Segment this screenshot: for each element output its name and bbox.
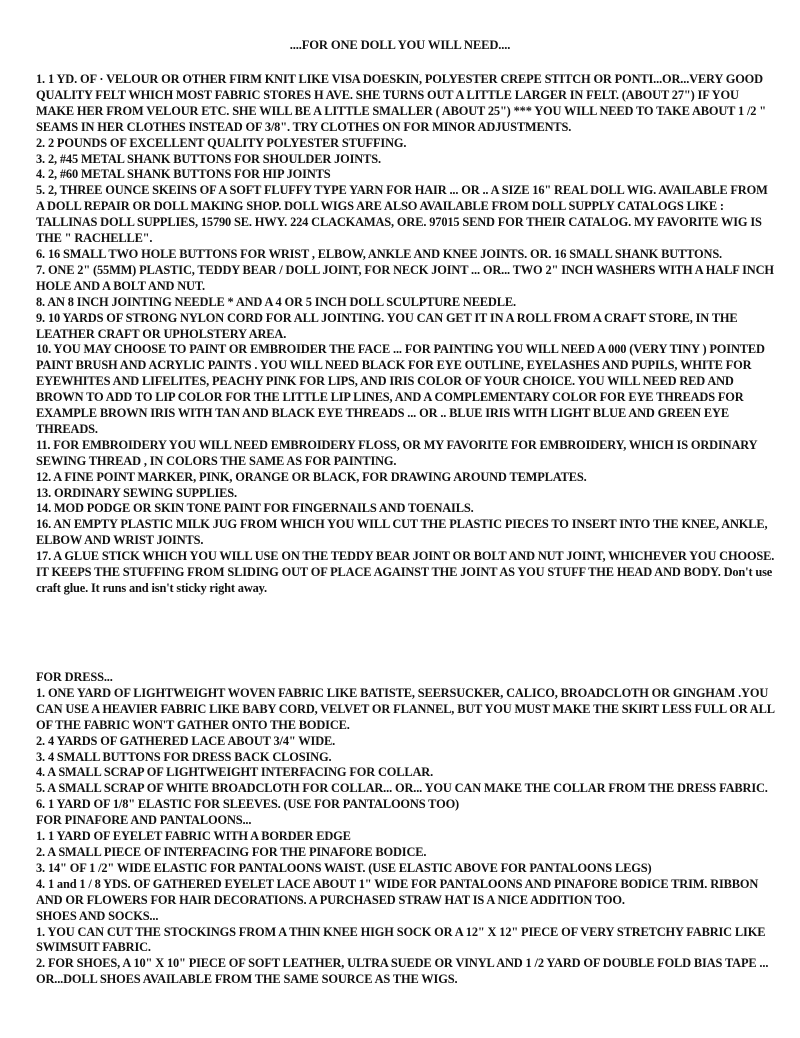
list-item: 2. 2 POUNDS OF EXCELLENT QUALITY POLYESTER STUFFING. (36, 135, 407, 150)
list-item: 7. ONE 2" (55MM) PLASTIC, TEDDY BEAR / DOLL JOINT, FOR NECK JOINT ... OR... TWO 2" INCH WASHERS WITH A HALF INCH HOLE AND A BOLT AND NUT. (36, 262, 774, 293)
list-item: 13. ORDINARY SEWING SUPPLIES. (36, 485, 237, 500)
list-item: 2. 4 YARDS OF GATHERED LACE ABOUT 3/4" WIDE. (36, 733, 336, 748)
section-heading-pinafore: FOR PINAFORE AND PANTALOONS... (36, 813, 252, 828)
list-item: 3. 4 SMALL BUTTONS FOR DRESS BACK CLOSING. (36, 749, 332, 764)
list-item: 3. 14" OF 1 /2" WIDE ELASTIC FOR PANTALOONS WAIST. (USE ELASTIC ABOVE FOR PANTALOONS LEGS) (36, 860, 652, 875)
list-item: 8. AN 8 INCH JOINTING NEEDLE * AND A 4 OR 5 INCH DOLL SCULPTURE NEEDLE. (36, 294, 516, 309)
list-item: 4. 1 and 1 / 8 YDS. OF GATHERED EYELET LACE ABOUT 1" WIDE FOR PANTALOONS AND PINAFORE BODICE TRIM. RIBBON AND OR FLOWERS FOR HAIR DECORATIONS. A PURCHASED STRAW HAT IS A NICE ADDITION TOO. (36, 876, 759, 907)
list-item: 1. 1 YARD OF EYELET FABRIC WITH A BORDER EDGE (36, 829, 351, 844)
list-item: 2. FOR SHOES, A 10" X 10" PIECE OF SOFT LEATHER, ULTRA SUEDE OR VINYL AND 1 /2 YARD OF DOUBLE FOLD BIAS TAPE ... OR...DOLL SHOES AVAILABLE FROM THE SAME SOURCE AS THE WIGS. (36, 956, 769, 987)
list-item: 1. ONE YARD OF LIGHTWEIGHT WOVEN FABRIC LIKE BATISTE, SEERSUCKER, CALICO, BROADCLOTH OR GINGHAM .YOU CAN USE A HEAVIER FABRIC LIKE BABY CORD, VELVET OR FLANNEL, BUT YOU MUST MAKE THE SKIRT LESS FULL OR ALL OF THE FABRIC WON'T GATHER ONTO THE BODICE. (36, 685, 775, 732)
doll-supply-list (36, 72, 776, 597)
list-item: 6. 1 YARD OF 1/8" ELASTIC FOR SLEEVES. (USE FOR PANTALOONS TOO) (36, 797, 460, 812)
section-heading-shoes: SHOES AND SOCKS... (36, 908, 159, 923)
list-item: 4. A SMALL SCRAP OF LIGHTWEIGHT INTERFACING FOR COLLAR. (36, 765, 434, 780)
list-item: 4. 2, #60 METAL SHANK BUTTONS FOR HIP JOINTS (36, 167, 331, 182)
page-title: ....FOR ONE DOLL YOU WILL NEED.... (289, 38, 511, 52)
list-item: 10. YOU MAY CHOOSE TO PAINT OR EMBROIDER THE FACE ... FOR PAINTING YOU WILL NEED A 000 (VERY TINY ) POINTED PAINT BRUSH AND ACRYLIC PAINTS . YOU WILL NEED BLACK FOR EYE OUTLINE, EYELASHES AND PUPILS, WHITE FOR EYEWHITES AND LIFELITES, PEACHY PINK FOR LIPS, AND IRIS COLOR OF YOUR CHOICE. YOU WILL NEED RED AND BROWN TO ADD TO LIP COLOR FOR THE LITTLE LIP LINES, AND A COMPLEMENTARY COLOR FOR EYE THREADS FOR EXAMPLE BROWN IRIS WITH TAN AND BLACK EYE THREADS ... OR .. BLUE IRIS WITH LIGHT BLUE AND GREEN EYE THREADS. (36, 342, 765, 436)
section-heading-dress: FOR DRESS... (36, 670, 113, 684)
list-item: 11. FOR EMBROIDERY YOU WILL NEED EMBROIDERY FLOSS, OR MY FAVORITE FOR EMBROIDERY, WHICH IS ORDINARY SEWING THREAD , IN COLORS THE SAME AS FOR PAINTING. (36, 437, 757, 468)
list-item: 9. 10 YARDS OF STRONG NYLON CORD FOR ALL JOINTING. YOU CAN GET IT IN A ROLL FROM A CRAFT STORE, IN THE LEATHER CRAFT OR UPHOLSTERY AREA. (36, 310, 738, 341)
list-item: 1. YOU CAN CUT THE STOCKINGS FROM A THIN KNEE HIGH SOCK OR A 12" X 12" PIECE OF VERY STRETCHY FABRIC LIKE SWIMSUIT FABRIC. (36, 924, 766, 955)
list-item: 6. 16 SMALL TWO HOLE BUTTONS FOR WRIST , ELBOW, ANKLE AND KNEE JOINTS. OR. 16 SMALL SHANK BUTTONS. (36, 246, 723, 261)
list-item: 1. 1 YD. OF · VELOUR OR OTHER FIRM KNIT LIKE VISA DOESKIN, POLYESTER CREPE STITCH OR PONTI...OR...VERY GOOD QUALITY FELT WHICH MOST FABRIC STORES H AVE. SHE TURNS OUT A LITTLE LARGER IN FELT. (ABOUT 27") IF YOU MAKE HER FROM VELOUR ETC. SHE WILL BE A LITTLE SMALLER ( ABOUT 25") *** YOU WILL NEED TO TAKE ABOUT 1 /2 " SEAMS IN HER CLOTHES INSTEAD OF 3/8". TRY CLOTHES ON FOR MINOR ADJUSTMENTS. (36, 72, 766, 134)
list-item: 17. A GLUE STICK WHICH YOU WILL USE ON THE TEDDY BEAR JOINT OR BOLT AND NUT JOINT, WHICHEVER YOU CHOOSE. IT KEEPS THE STUFFING FROM SLIDING OUT OF PLACE AGAINST THE JOINT AS YOU STUFF THE HEAD AND BODY. Don't use craft glue. It runs and isn't sticky right away. (36, 549, 775, 595)
clothing-supply-list (36, 670, 776, 988)
list-item: 2. A SMALL PIECE OF INTERFACING FOR THE PINAFORE BODICE. (36, 844, 427, 859)
list-item: 5. A SMALL SCRAP OF WHITE BROADCLOTH FOR COLLAR... OR... YOU CAN MAKE THE COLLAR FROM THE DRESS FABRIC. (36, 781, 768, 796)
list-item: 3. 2, #45 METAL SHANK BUTTONS FOR SHOULDER JOINTS. (36, 151, 381, 166)
list-item: 5. 2, THREE OUNCE SKEINS OF A SOFT FLUFFY TYPE YARN FOR HAIR ... OR .. A SIZE 16" REAL DOLL WIG. AVAILABLE FROM A DOLL REPAIR OR DOLL MAKING SHOP. DOLL WIGS ARE ALSO AVAILABLE FROM DOLL SUPPLY CATALOGS LIKE : TALLINAS DOLL SUPPLIES, 15790 SE. HWY. 224 CLACKAMAS, ORE. 97015 SEND FOR THEIR CATALOG. MY FAVORITE WIG IS THE " RACHELLE". (36, 183, 768, 246)
list-item: 12. A FINE POINT MARKER, PINK, ORANGE OR BLACK, FOR DRAWING AROUND TEMPLATES. (36, 469, 587, 484)
list-item: 16. AN EMPTY PLASTIC MILK JUG FROM WHICH YOU WILL CUT THE PLASTIC PIECES TO INSERT INTO THE KNEE, ANKLE, ELBOW AND WRIST JOINTS. (36, 517, 768, 548)
list-item: 14. MOD PODGE OR SKIN TONE PAINT FOR FINGERNAILS AND TOENAILS. (36, 501, 474, 516)
